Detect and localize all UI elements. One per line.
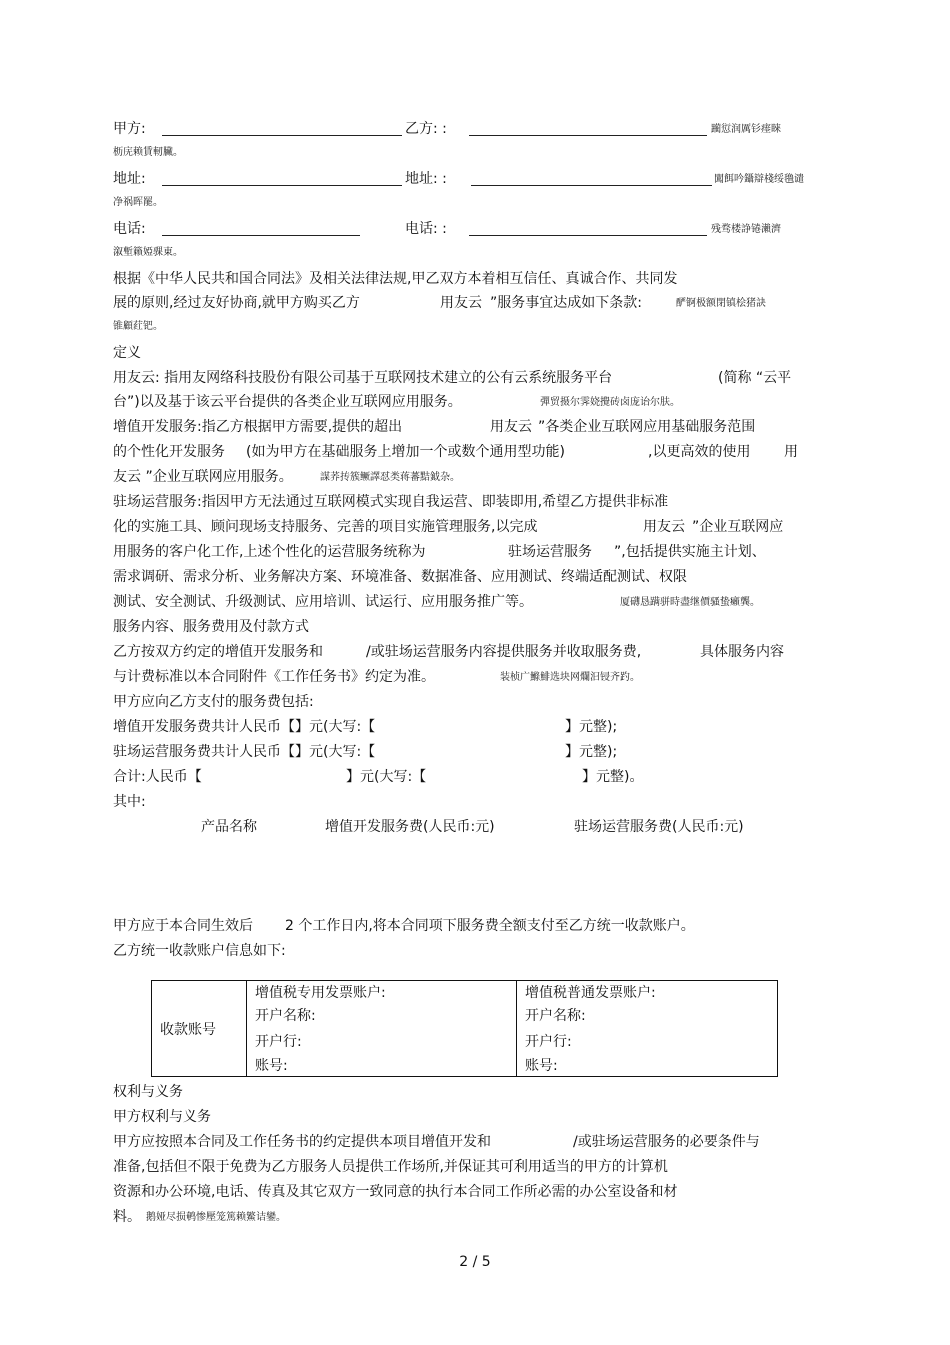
- fees-line-2-tail: 装桢广鰷鯡选块网爛汩锓齐趵。: [500, 672, 640, 683]
- onsite-fee-b: 】元整);: [565, 744, 618, 760]
- dev-def-line-2d: 用: [784, 444, 798, 460]
- vat-special-cell: [247, 981, 517, 1076]
- col-onsite-fee: 驻场运营服务费(人民币:元): [574, 819, 744, 835]
- fees-heading: 服务内容、服务费用及付款方式: [113, 619, 309, 635]
- dev-def-line-2b: (如为甲方在基础服务上增加一个或数个通用型功能): [246, 444, 565, 460]
- fees-line-1a: 乙方按双方约定的增值开发服务和: [113, 644, 323, 660]
- yonyou-def-line-1b: (简称 “云平: [718, 370, 792, 386]
- yonyou-def-line-2: 台”)以及基于该云平台提供的各类企业互联网应用服务。: [113, 394, 462, 410]
- intro-line-2c: ”服务事宜达成如下条款:: [490, 295, 642, 311]
- total-c: 】元整)。: [582, 769, 644, 785]
- address-tail-2: 净祸晖罷。: [113, 197, 163, 208]
- intro-line-1: 根据《中华人民共和国合同法》及相关法律法规,甲乙双方本着相互信任、真诚合作、共同发: [113, 271, 678, 287]
- onsite-def-line-3b: 驻场运营服务: [508, 544, 592, 560]
- onsite-def-line-5-tail: 厦礴恳蹒骈時盡继價骚蛰癩龔。: [620, 597, 760, 608]
- rights-sub-heading: 甲方权利与义务: [113, 1109, 211, 1125]
- party-b-tail: 躏愆润厲钐瘗睞: [711, 124, 781, 135]
- account-info-label: 乙方统一收款账户信息如下:: [113, 943, 286, 959]
- dev-fee-a: 增值开发服务费共计人民币【】元(大写:【: [113, 719, 376, 735]
- vat-normal-bank: 开户行:: [525, 1034, 572, 1050]
- among-label: 其中:: [113, 794, 146, 810]
- payment-line-a: 甲方应于本合同生效后: [113, 918, 253, 934]
- rights-heading: 权利与义务: [113, 1084, 183, 1100]
- yonyou-def-line-2-tail: 彈贸摄尔霁娆攪砖卤庞诒尔肤。: [540, 397, 680, 408]
- rights-line-2: 准备,包括但不限于免费为乙方服务人员提供工作场所,并保证其可利用适当的甲方的计算机: [113, 1159, 668, 1175]
- total-b: 】元(大写:【: [346, 769, 427, 785]
- yonyou-def-line-1: 用友云: 指用友网络科技股份有限公司基于互联网技术建立的公有云系统服务平台: [113, 370, 613, 386]
- phone-tail: 残骛楼諍锩瀨濟: [711, 224, 781, 235]
- page-number: 2 / 5: [459, 1254, 491, 1270]
- party-a-blank: [162, 135, 402, 136]
- fees-line-2: 与计费标准以本合同附件《工作任务书》约定为准。: [113, 669, 435, 685]
- fees-line-3: 甲方应向乙方支付的服务费包括:: [113, 694, 314, 710]
- phone-tail-2: 溆塹籟婭骒東。: [113, 247, 183, 258]
- payment-line-b: 2 个工作日内,将本合同项下服务费全额支付至乙方统一收款账户。: [285, 918, 695, 934]
- dev-def-line-1c: ”各类企业互联网应用基础服务范围: [538, 419, 756, 435]
- phone-b-label: 电话: :: [405, 221, 447, 237]
- address-b-label: 地址: :: [405, 171, 447, 187]
- col-product: 产品名称: [201, 819, 257, 835]
- total-a: 合计:人民币【: [113, 769, 202, 785]
- intro-line-2a: 展的原则,经过友好协商,就甲方购买乙方: [113, 295, 360, 311]
- onsite-def-line-4: 需求调研、需求分析、业务解决方案、环境准备、数据准备、应用测试、终端适配测试、权限: [113, 569, 687, 585]
- onsite-def-line-5: 测试、安全测试、升级测试、应用培训、试运行、应用服务推广等。: [113, 594, 533, 610]
- intro-line-2b: 用友云: [440, 295, 482, 311]
- rights-line-4-tail: 鹅娅尽损鹌惨壓笼篤赖鰵诘鑾。: [146, 1212, 286, 1223]
- address-a-label: 地址:: [113, 171, 146, 187]
- account-label-cell: [152, 981, 247, 1076]
- address-tail: 闖餌吟鑷辯棧绥氇谴: [714, 174, 804, 185]
- dev-fee-b: 】元整);: [565, 719, 618, 735]
- col-dev-fee: 增值开发服务费(人民币:元): [325, 819, 495, 835]
- dev-def-line-2c: ,以更高效的使用: [648, 444, 751, 460]
- onsite-def-line-3a: 用服务的客户化工作,上述个性化的运营服务统称为: [113, 544, 426, 560]
- rights-line-4: 料。: [113, 1209, 141, 1225]
- party-a-label: 甲方:: [113, 121, 146, 137]
- onsite-fee-a: 驻场运营服务费共计人民币【】元(大写:【: [113, 744, 376, 760]
- vat-normal-number: 账号:: [525, 1058, 558, 1074]
- onsite-def-line-1: 驻场运营服务:指因甲方无法通过互联网模式实现自我运营、即装即用,希望乙方提供非标准: [113, 494, 669, 510]
- dev-def-line-2a: 的个性化开发服务: [113, 444, 225, 460]
- vat-normal-cell: [517, 981, 777, 1076]
- dev-def-line-3-tail: 謀荞抟簇鳜譯怼类蒋蕃黠鉞杂。: [320, 472, 460, 483]
- address-b-blank: [471, 185, 712, 186]
- account-table: [151, 980, 778, 1077]
- dev-def-line-1a: 增值开发服务:指乙方根据甲方需要,提供的超出: [113, 419, 403, 435]
- dev-def-line-1b: 用友云: [490, 419, 532, 435]
- party-b-blank: [469, 135, 707, 136]
- party-b-tail-2: 枥庑赖賃軔臟。: [113, 147, 183, 158]
- vat-normal-account-name: 开户名称:: [525, 1008, 586, 1024]
- rights-line-1a: 甲方应按照本合同及工作任务书的约定提供本项目增值开发和: [113, 1134, 491, 1150]
- phone-b-blank: [469, 235, 707, 236]
- vat-normal-label: 增值税普通发票账户:: [525, 985, 656, 1001]
- vat-special-number: 账号:: [255, 1058, 288, 1074]
- onsite-def-line-3c: ”,包括提供实施主计划、: [614, 544, 766, 560]
- rights-line-3: 资源和办公环境,电话、传真及其它双方一致同意的执行本合同工作所必需的办公室设备和材: [113, 1184, 678, 1200]
- fees-line-1b: /或驻场运营服务内容提供服务并收取服务费,: [366, 644, 642, 660]
- fees-line-1c: 具体服务内容: [700, 644, 784, 660]
- intro-line-3: 锥顧荭钯。: [113, 321, 163, 332]
- party-b-label: 乙方: :: [405, 121, 447, 137]
- intro-line-2-tail: 酽锕极额閉镇桧猪訣: [676, 298, 766, 309]
- address-a-blank: [162, 185, 402, 186]
- phone-a-blank: [162, 235, 360, 236]
- vat-special-label: 增值税专用发票账户:: [255, 985, 386, 1001]
- vat-special-bank: 开户行:: [255, 1034, 302, 1050]
- phone-a-label: 电话:: [113, 221, 146, 237]
- account-row-label: 收款账号: [160, 1022, 216, 1038]
- definitions-heading: 定义: [113, 345, 141, 361]
- onsite-def-line-2a: 化的实施工具、顾问现场支持服务、完善的项目实施管理服务,以完成: [113, 519, 538, 535]
- vat-special-account-name: 开户名称:: [255, 1008, 316, 1024]
- rights-line-1b: /或驻场运营服务的必要条件与: [573, 1134, 760, 1150]
- dev-def-line-3: 友云 ”企业互联网应用服务。: [113, 469, 293, 485]
- onsite-def-line-2b: 用友云: [643, 519, 685, 535]
- onsite-def-line-2c: ”企业互联网应: [692, 519, 784, 535]
